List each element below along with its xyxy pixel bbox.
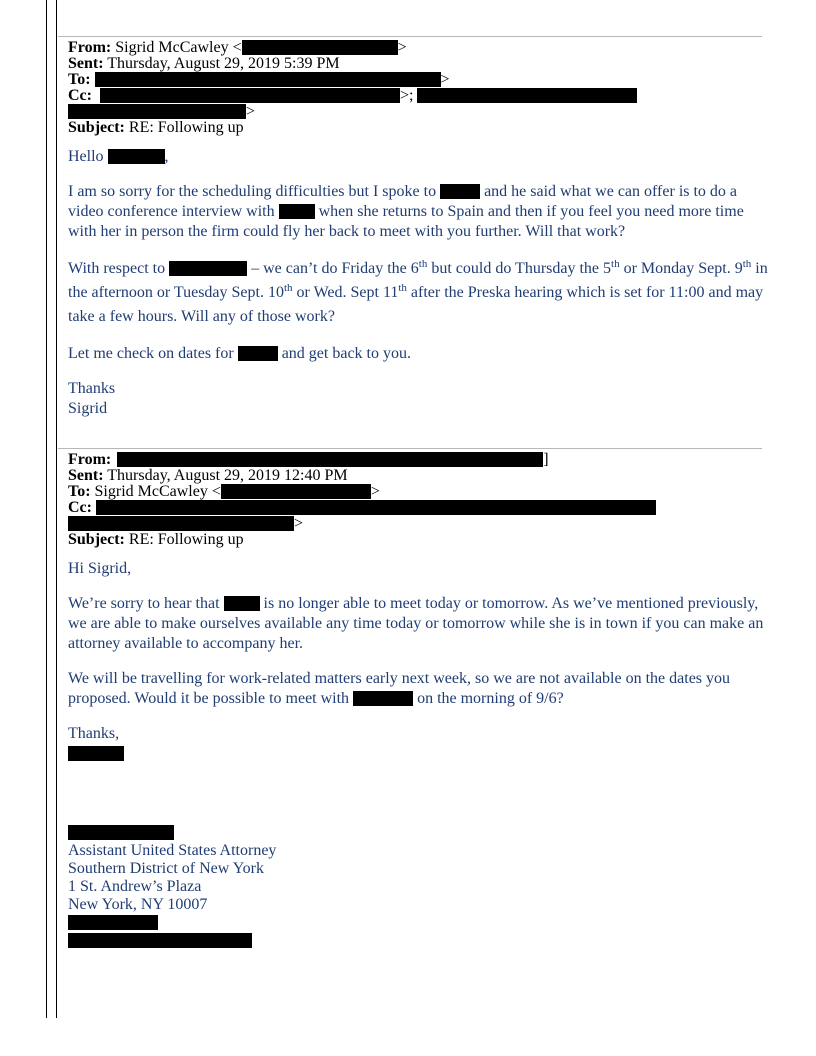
cc-separator: >; (399, 87, 414, 104)
greeting: Hi Sigrid, (68, 560, 132, 577)
superscript: th (283, 282, 293, 294)
quote-bar-outer (46, 0, 47, 1018)
redaction-box (68, 915, 158, 930)
superscript: th (418, 258, 428, 270)
sender-signature: Sigrid (68, 400, 108, 417)
redaction-box (224, 596, 260, 611)
to-label: To: (68, 71, 91, 88)
sent-line (68, 56, 768, 72)
paragraph-text: Let me check on dates for (68, 345, 234, 362)
email-header (68, 448, 768, 548)
sent-line (68, 468, 768, 484)
cc-tail: > (294, 515, 304, 532)
sent-value: Thursday, August 29, 2019 12:40 PM (107, 467, 348, 484)
paragraph-text: on the morning of 9/6? (417, 690, 564, 707)
redaction-box (242, 40, 398, 55)
redaction-box (100, 88, 400, 103)
email-header (68, 36, 768, 136)
subject-line (68, 120, 768, 136)
from-label: From: (68, 451, 112, 468)
email-body (68, 147, 768, 419)
paragraph-text: but could do Thursday the 5 (427, 260, 612, 277)
redaction-box (221, 484, 371, 499)
paragraph-text: I am so sorry for the scheduling difficulties but I spoke to (68, 183, 437, 200)
redaction-box (68, 933, 252, 948)
cc-line-cont (68, 104, 768, 120)
redaction-box (68, 516, 294, 531)
subject-value: RE: Following up (128, 119, 244, 136)
superscript: th (742, 258, 752, 270)
to-tail: > (370, 483, 380, 500)
paragraph-text: or Monday Sept. 9 (619, 260, 743, 277)
from-line (68, 452, 768, 468)
from-line (68, 40, 768, 56)
subject-line (68, 532, 768, 548)
superscript: th (611, 258, 620, 270)
cc-label: Cc: (68, 499, 92, 516)
from-label: From: (68, 39, 112, 56)
redaction-box (238, 346, 278, 361)
superscript: th (398, 282, 407, 294)
greeting-comma: , (164, 148, 169, 165)
to-value: Sigrid McCawley < (94, 483, 221, 500)
closing: Thanks (68, 380, 116, 397)
paragraph-text: We will be travelling for work-related matters early next week, so we are not available on the dates you proposed. Would it be possible to meet with (68, 670, 731, 707)
to-label: To: (68, 483, 91, 500)
from-tail: > (397, 39, 407, 56)
closing: Thanks, (68, 725, 120, 742)
redaction-box (95, 72, 441, 87)
redaction-box (117, 452, 543, 467)
signature-address-line2: New York, NY 10007 (68, 896, 208, 913)
sent-value: Thursday, August 29, 2019 5:39 PM (107, 55, 340, 72)
paragraph (68, 669, 768, 709)
email-message-2 (68, 448, 768, 950)
signature-block (68, 824, 768, 950)
redaction-box (279, 204, 315, 219)
subject-label: Subject: (68, 531, 125, 548)
redaction-box (96, 500, 656, 515)
redaction-box (108, 149, 165, 164)
cc-tail: > (246, 103, 256, 120)
cc-label: Cc: (68, 87, 92, 104)
subject-label: Subject: (68, 119, 125, 136)
paragraph-text: We’re sorry to hear that (68, 595, 220, 612)
cc-line (68, 500, 768, 516)
paragraph (68, 182, 768, 242)
cc-line (68, 88, 768, 104)
redaction-box (68, 104, 246, 119)
paragraph-text: – we can’t do Friday the 6 (251, 260, 419, 277)
to-tail: > (440, 71, 450, 88)
subject-value: RE: Following up (128, 531, 244, 548)
from-value: Sigrid McCawley < (115, 39, 242, 56)
sent-label: Sent: (68, 467, 104, 484)
paragraph-text: in the afternoon or Tuesday Sept. 10 (68, 260, 768, 301)
to-line (68, 72, 768, 88)
paragraph (68, 257, 768, 329)
sender-signature (68, 744, 768, 764)
paragraph (68, 594, 768, 654)
redaction-box (68, 746, 124, 761)
cc-line-cont (68, 516, 768, 532)
redaction-box (440, 184, 480, 199)
paragraph-text: and he said what we can offer is to do a video conference interview with (68, 183, 738, 220)
paragraph-text: With respect to (68, 260, 166, 277)
redaction-box (169, 261, 247, 276)
redaction-box (417, 88, 637, 103)
paragraph (68, 344, 768, 364)
greeting (68, 147, 768, 167)
paragraph-text: after the Preska hearing which is set for 11:00 and may take a few hours. Will any of those work? (68, 284, 764, 325)
signature-office: Southern District of New York (68, 860, 264, 877)
paragraph-text: or Wed. Sept 11 (292, 284, 399, 301)
paragraph-text: and get back to you. (281, 345, 411, 362)
email-message-1 (68, 36, 768, 419)
greeting-text: Hello (68, 148, 104, 165)
redaction-box (353, 691, 413, 706)
from-tail: ] (543, 451, 549, 468)
signature-address-line1: 1 St. Andrew’s Plaza (68, 878, 202, 895)
quote-bar-inner (56, 0, 57, 1018)
to-line (68, 484, 768, 500)
paragraph-text: is no longer able to meet today or tomorrow. As we’ve mentioned previously, we are able to make ourselves available any time today or tomorrow while she is in town if you can make an attorney available to accompany her. (68, 595, 764, 652)
email-body (68, 559, 768, 950)
redaction-box (68, 825, 174, 840)
signature-title: Assistant United States Attorney (68, 842, 277, 859)
paragraph-text: when she returns to Spain and then if you feel you need more time with her in person the firm could fly her back to meet with you further. Will that work? (68, 203, 744, 240)
sent-label: Sent: (68, 55, 104, 72)
